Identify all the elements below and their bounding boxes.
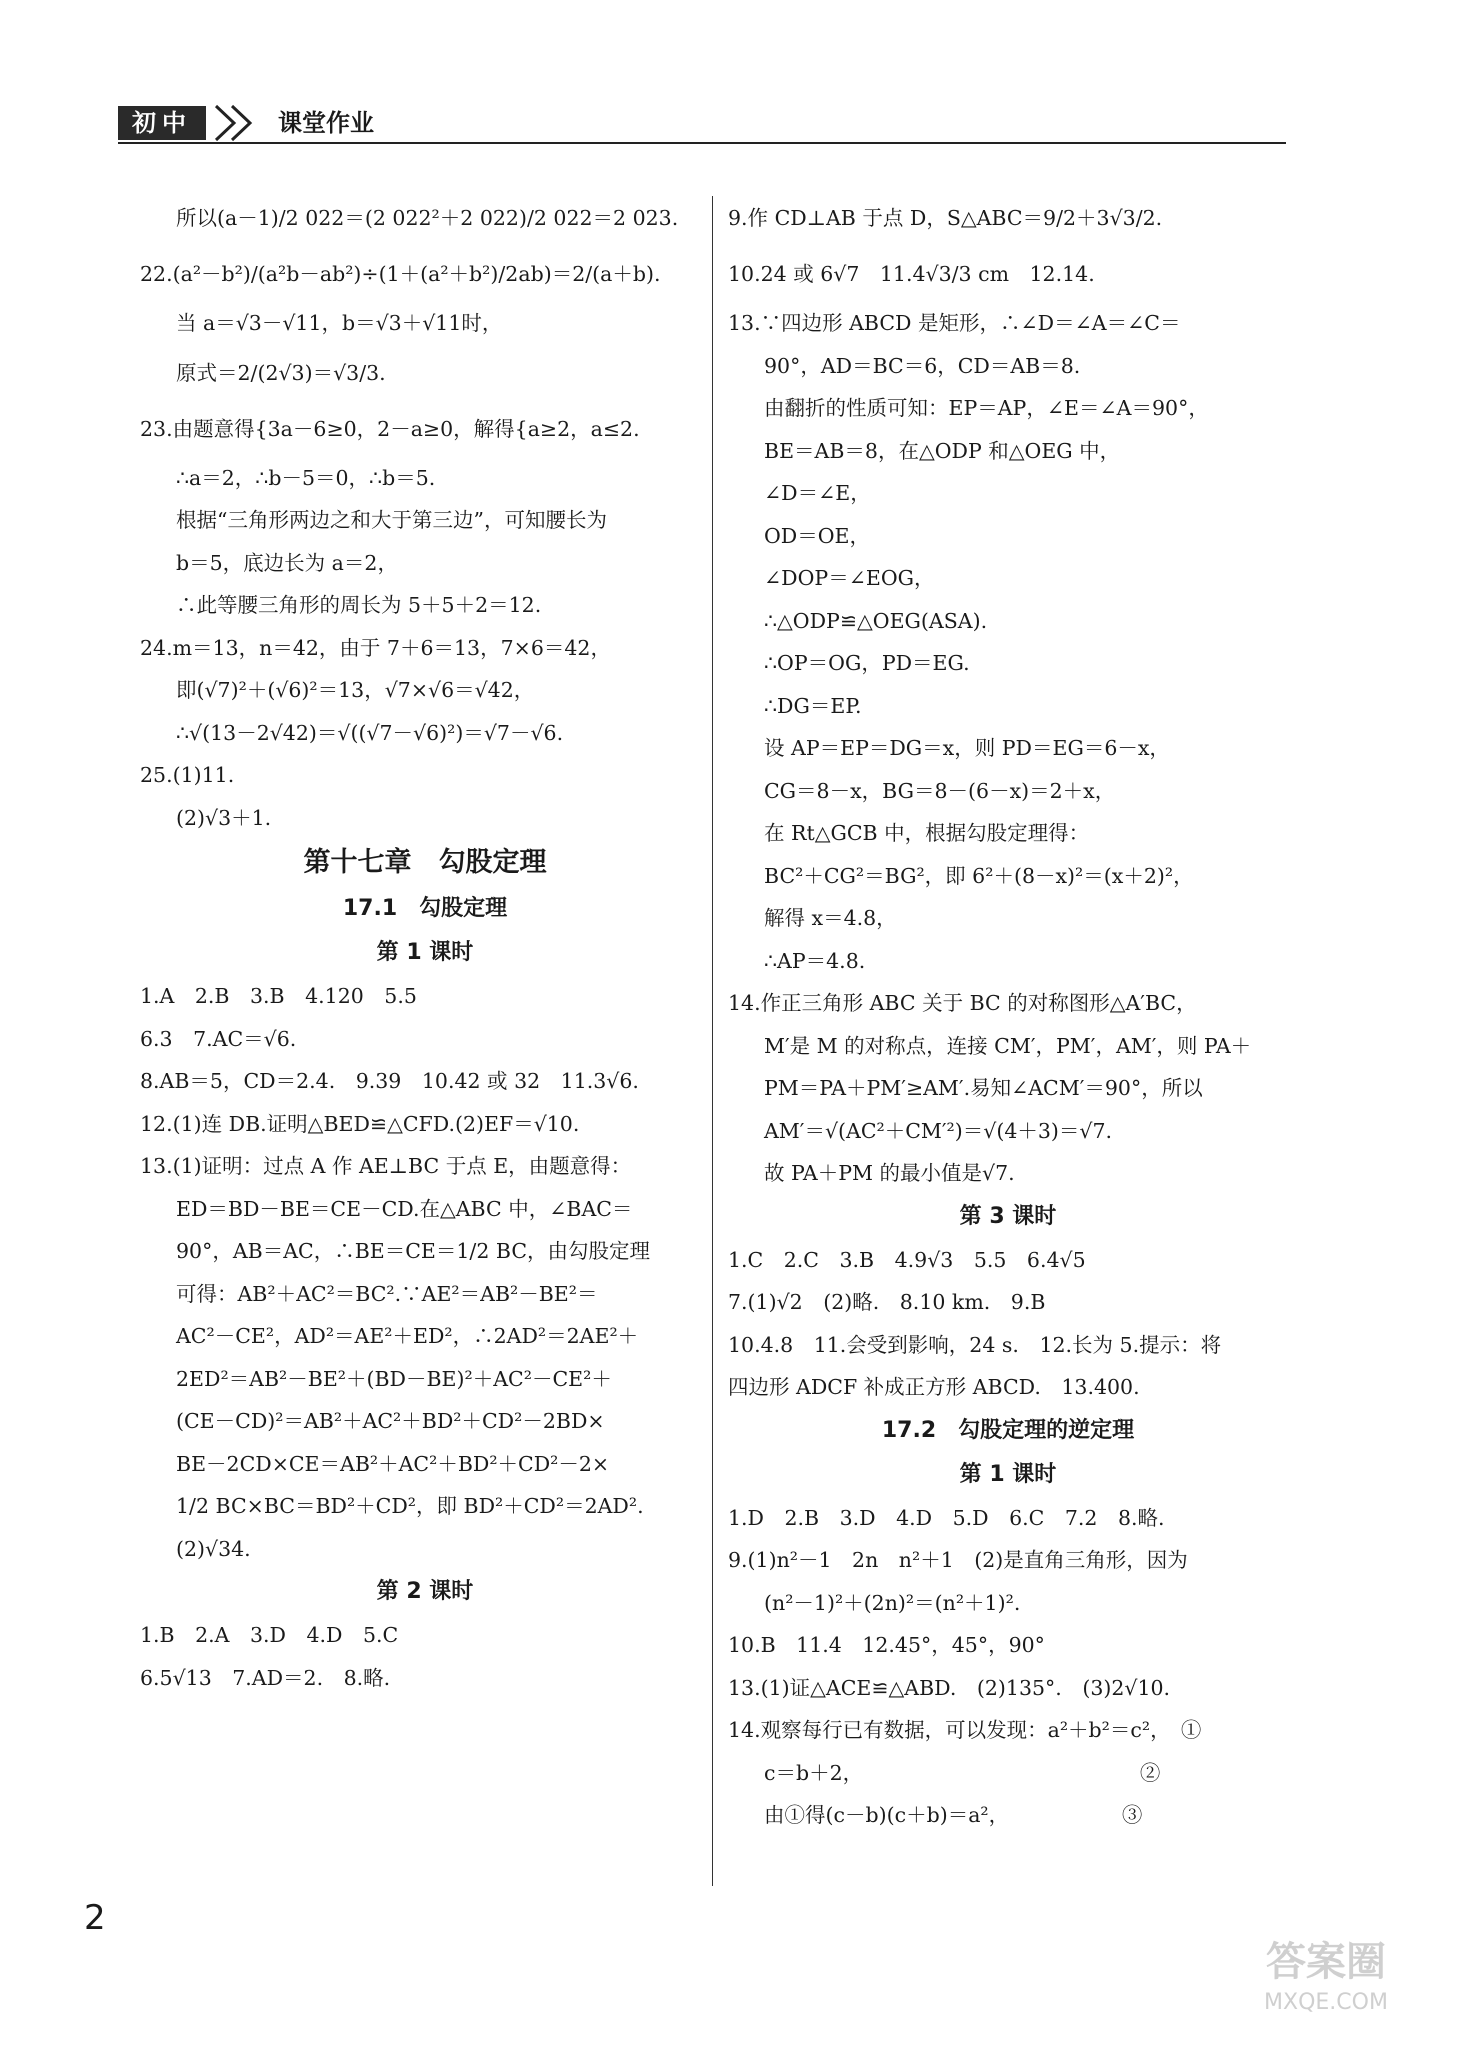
answer-line: ∴√(13－2√42)＝√((√7－√6)²)＝√7－√6. bbox=[176, 720, 564, 745]
answer-line: (2)√3＋1. bbox=[176, 805, 272, 830]
answer-line: c＝b＋2， ② bbox=[764, 1760, 1161, 1785]
answer-line: 23.由题意得{3a－6≥0，2－a≥0，解得{a≥2，a≤2. bbox=[140, 416, 640, 441]
answer-line: 1.B 2.A 3.D 4.D 5.C bbox=[140, 1623, 399, 1647]
column-divider bbox=[712, 196, 713, 1886]
header-title: 课堂作业 bbox=[278, 109, 374, 137]
right-column bbox=[728, 190, 1288, 1837]
answer-line: ∴OP＝OG，PD＝EG. bbox=[764, 651, 970, 675]
section-title: 17.1 勾股定理 bbox=[342, 896, 508, 921]
page-header bbox=[118, 102, 1286, 144]
answer-line: 解得 x＝4.8， bbox=[764, 906, 897, 930]
watermark bbox=[1226, 1930, 1426, 2030]
answer-line: (2)√34. bbox=[176, 1536, 251, 1561]
header-badge: 初中 bbox=[118, 106, 206, 140]
answer-line: 1.A 2.B 3.B 4.120 5.5 bbox=[140, 984, 417, 1008]
watermark-url: MXQE.COM bbox=[1264, 1990, 1388, 2015]
answer-line: b＝5，底边长为 a＝2， bbox=[176, 550, 398, 575]
answer-line: 1/2 BC×BC＝BD²＋CD²，即 BD²＋CD²＝2AD². bbox=[176, 1494, 644, 1518]
answer-line: 所以(a－1)/2 022＝(2 022²＋2 022)/2 022＝2 023. bbox=[176, 206, 679, 230]
answer-line: ∠DOP＝∠EOG， bbox=[764, 566, 935, 590]
answer-line: 10.24 或 6√7 11.4√3/3 cm 12.14. bbox=[728, 262, 1095, 286]
answer-line: ∴AP＝4.8. bbox=[764, 948, 866, 973]
answer-line: ∴此等腰三角形的周长为 5＋5＋2＝12. bbox=[176, 593, 542, 617]
answer-line: 90°，AD＝BC＝6，CD＝AB＝8. bbox=[764, 353, 1081, 378]
section-title: 17.2 勾股定理的逆定理 bbox=[881, 1417, 1135, 1443]
answer-line: ∴a＝2，∴b－5＝0，∴b＝5. bbox=[176, 465, 436, 490]
answer-line: 14.作正三角形 ABC 关于 BC 的对称图形△A′BC， bbox=[728, 991, 1197, 1015]
lesson-title: 第 1 课时 bbox=[959, 1461, 1057, 1487]
double-chevron-icon bbox=[210, 102, 270, 144]
answer-line: AC²－CE²，AD²＝AE²＋ED²，∴2AD²＝2AE²＋ bbox=[176, 1324, 639, 1348]
answer-line: 13.(1)证明：过点 A 作 AE⊥BC 于点 E，由题意得： bbox=[140, 1154, 632, 1178]
answer-line: 8.AB＝5，CD＝2.4. 9.39 10.42 或 32 11.3√6. bbox=[140, 1069, 639, 1093]
lesson-title: 第 1 课时 bbox=[376, 940, 474, 965]
header-rule bbox=[118, 142, 1286, 144]
answer-line: CG＝8－x，BG＝8－(6－x)＝2＋x， bbox=[764, 778, 1116, 803]
answer-line: 13.(1)证△ACE≌△ABD. (2)135°. (3)2√10. bbox=[728, 1675, 1171, 1700]
answer-line: 9.(1)n²－1 2n n²＋1 (2)是直角三角形，因为 bbox=[728, 1548, 1188, 1572]
answer-line: 22.(a²－b²)/(a²b－ab²)÷(1＋(a²＋b²)/2ab)＝2/(a＋b). bbox=[140, 262, 661, 286]
answer-line: 9.作 CD⊥AB 于点 D，S△ABC＝9/2＋3√3/2. bbox=[728, 206, 1163, 230]
answer-line: 24.m＝13，n＝42，由于 7＋6＝13，7×6＝42， bbox=[140, 635, 611, 660]
answer-line: 6.3 7.AC＝√6. bbox=[140, 1026, 297, 1051]
page-number: 2 bbox=[84, 1898, 106, 1938]
answer-line: 90°，AB＝AC，∴BE＝CE＝1/2 BC，由勾股定理 bbox=[176, 1239, 651, 1263]
answer-line: 10.4.8 11.会受到影响，24 s. 12.长为 5.提示：将 bbox=[728, 1332, 1222, 1357]
answer-line: 7.(1)√2 (2)略. 8.10 km. 9.B bbox=[728, 1290, 1046, 1314]
answer-line: 12.(1)连 DB.证明△BED≌△CFD.(2)EF＝√10. bbox=[140, 1111, 580, 1136]
answer-line: 13.∵四边形 ABCD 是矩形，∴∠D＝∠A＝∠C＝ bbox=[728, 311, 1181, 335]
answer-line: BE＝AB＝8，在△ODP 和△OEG 中， bbox=[764, 438, 1121, 463]
answer-line: BE－2CD×CE＝AB²＋AC²＋BD²＋CD²－2× bbox=[176, 1451, 610, 1476]
answer-line: ED＝BD－BE＝CE－CD.在△ABC 中，∠BAC＝ bbox=[176, 1196, 633, 1221]
answer-line: AM′＝√(AC²＋CM′²)＝√(4＋3)＝√7. bbox=[764, 1118, 1113, 1143]
answer-line: 10.B 11.4 12.45°，45°，90° bbox=[728, 1633, 1045, 1657]
answer-line: ∠D＝∠E， bbox=[764, 481, 871, 505]
answer-line: (CE－CD)²＝AB²＋AC²＋BD²＋CD²－2BD× bbox=[176, 1409, 605, 1433]
answer-line: 1.D 2.B 3.D 4.D 5.D 6.C 7.2 8.略. bbox=[728, 1505, 1165, 1530]
answer-line: 在 Rt△GCB 中，根据勾股定理得： bbox=[764, 821, 1090, 845]
answer-line: ∴△ODP≌△OEG(ASA). bbox=[764, 608, 988, 633]
answer-line: 25.(1)11. bbox=[140, 763, 235, 787]
answer-line: 原式＝2/(2√3)＝√3/3. bbox=[176, 360, 386, 385]
answer-line: M′是 M 的对称点，连接 CM′，PM′，AM′，则 PA＋ bbox=[764, 1033, 1252, 1058]
answer-line: 可得：AB²＋AC²＝BC².∵AE²＝AB²－BE²＝ bbox=[176, 1281, 598, 1306]
watermark-text: 答案圈 bbox=[1266, 1939, 1386, 1985]
answer-line: 四边形 ADCF 补成正方形 ABCD. 13.400. bbox=[728, 1375, 1140, 1399]
answer-line: ∴DG＝EP. bbox=[764, 693, 862, 718]
left-column bbox=[140, 190, 710, 1699]
answer-line: (n²－1)²＋(2n)²＝(n²＋1)². bbox=[764, 1590, 1021, 1615]
answer-line: 6.5√13 7.AD＝2. 8.略. bbox=[140, 1665, 391, 1690]
answer-line: OD＝OE， bbox=[764, 523, 871, 548]
answer-line: 2ED²＝AB²－BE²＋(BD－BE)²＋AC²－CE²＋ bbox=[176, 1366, 612, 1391]
lesson-title: 第 3 课时 bbox=[959, 1203, 1057, 1229]
answer-line: 根据“三角形两边之和大于第三边”，可知腰长为 bbox=[176, 508, 607, 532]
answer-line: PM＝PA＋PM′≥AM′.易知∠ACM′＝90°，所以 bbox=[764, 1076, 1203, 1100]
answer-line: 即(√7)²＋(√6)²＝13，√7×√6＝√42， bbox=[176, 678, 535, 702]
answer-line: 由翻折的性质可知：EP＝AP，∠E＝∠A＝90°， bbox=[764, 396, 1209, 420]
answer-line: 由①得(c－b)(c＋b)＝a²， ③ bbox=[764, 1803, 1143, 1827]
chapter-title: 第十七章 勾股定理 bbox=[303, 847, 547, 878]
answer-line: 故 PA＋PM 的最小值是√7. bbox=[764, 1161, 1015, 1185]
answer-line: 当 a＝√3－√11，b＝√3＋√11时， bbox=[176, 311, 503, 335]
answer-line: BC²＋CG²＝BG²，即 6²＋(8－x)²＝(x＋2)²， bbox=[764, 863, 1194, 888]
answer-line: 设 AP＝EP＝DG＝x，则 PD＝EG＝6－x， bbox=[764, 736, 1170, 760]
answer-line: 1.C 2.C 3.B 4.9√3 5.5 6.4√5 bbox=[728, 1247, 1086, 1272]
answer-line: 14.观察每行已有数据，可以发现：a²＋b²＝c²， ① bbox=[728, 1718, 1202, 1742]
lesson-title: 第 2 课时 bbox=[376, 1579, 474, 1604]
